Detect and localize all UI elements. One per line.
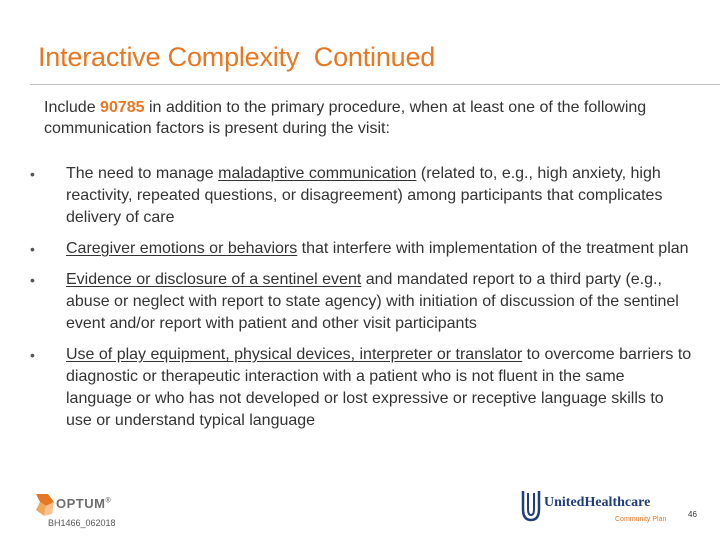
- bullet-underlined-term: Caregiver emotions or behaviors: [66, 240, 298, 257]
- bullet-underlined-term: maladaptive communication: [218, 165, 417, 182]
- bullet-text-after: that interfere with implementation of the treatment plan: [297, 240, 689, 257]
- bullet-text-after: to overcome barriers to diagnostic or therapeutic interaction with a patient who is not fluent in the same language or who has not developed or lost expressive or receptive language skills to use or understand typical language: [66, 346, 692, 429]
- optum-logo-text: OPTUM®: [56, 496, 112, 511]
- factor-list: [28, 163, 693, 441]
- bullet-text-after: (related to, e.g., high anxiety, high reactivity, repeated questions, or disagreement) among participants that complicates delivery of care: [66, 165, 663, 226]
- bullet-text-after: and mandated report to a third party (e.g., abuse or neglect with report to state agency) with initiation of discussion of the sentinel event and/or report with patient and other visit participants: [66, 271, 679, 332]
- uhc-logo-subtitle: Community Plan: [615, 516, 667, 523]
- bullet-text-before: The need to manage: [66, 165, 219, 182]
- bullet-marker: •: [30, 272, 35, 288]
- list-item: [28, 344, 693, 432]
- list-item: [28, 163, 693, 229]
- uhc-logo-text: UnitedHealthcare: [544, 495, 651, 510]
- title-divider: [30, 84, 720, 85]
- intro-text-after: in addition to the primary procedure, when at least one of the following communication factors is present during the visit:: [44, 99, 647, 137]
- bullet-marker: •: [30, 241, 35, 257]
- list-item: [28, 238, 693, 260]
- intro-paragraph: [44, 97, 684, 139]
- list-item: [28, 269, 693, 335]
- uhc-logo-icon: [520, 489, 542, 523]
- optum-logo-icon: [34, 492, 56, 518]
- bullet-underlined-term: Use of play equipment, physical devices, interpreter or translator: [66, 346, 523, 363]
- uhc-logo: [520, 487, 680, 527]
- cpt-code: 90785: [100, 99, 145, 116]
- page-number: 46: [688, 510, 697, 519]
- intro-text-before: Include: [44, 99, 101, 116]
- document-id: BH1466_062018: [48, 518, 116, 528]
- bullet-underlined-term: Evidence or disclosure of a sentinel event: [66, 271, 362, 288]
- bullet-marker: •: [30, 166, 35, 182]
- slide-title: Interactive Complexity Continued: [38, 42, 436, 72]
- bullet-marker: •: [30, 347, 35, 363]
